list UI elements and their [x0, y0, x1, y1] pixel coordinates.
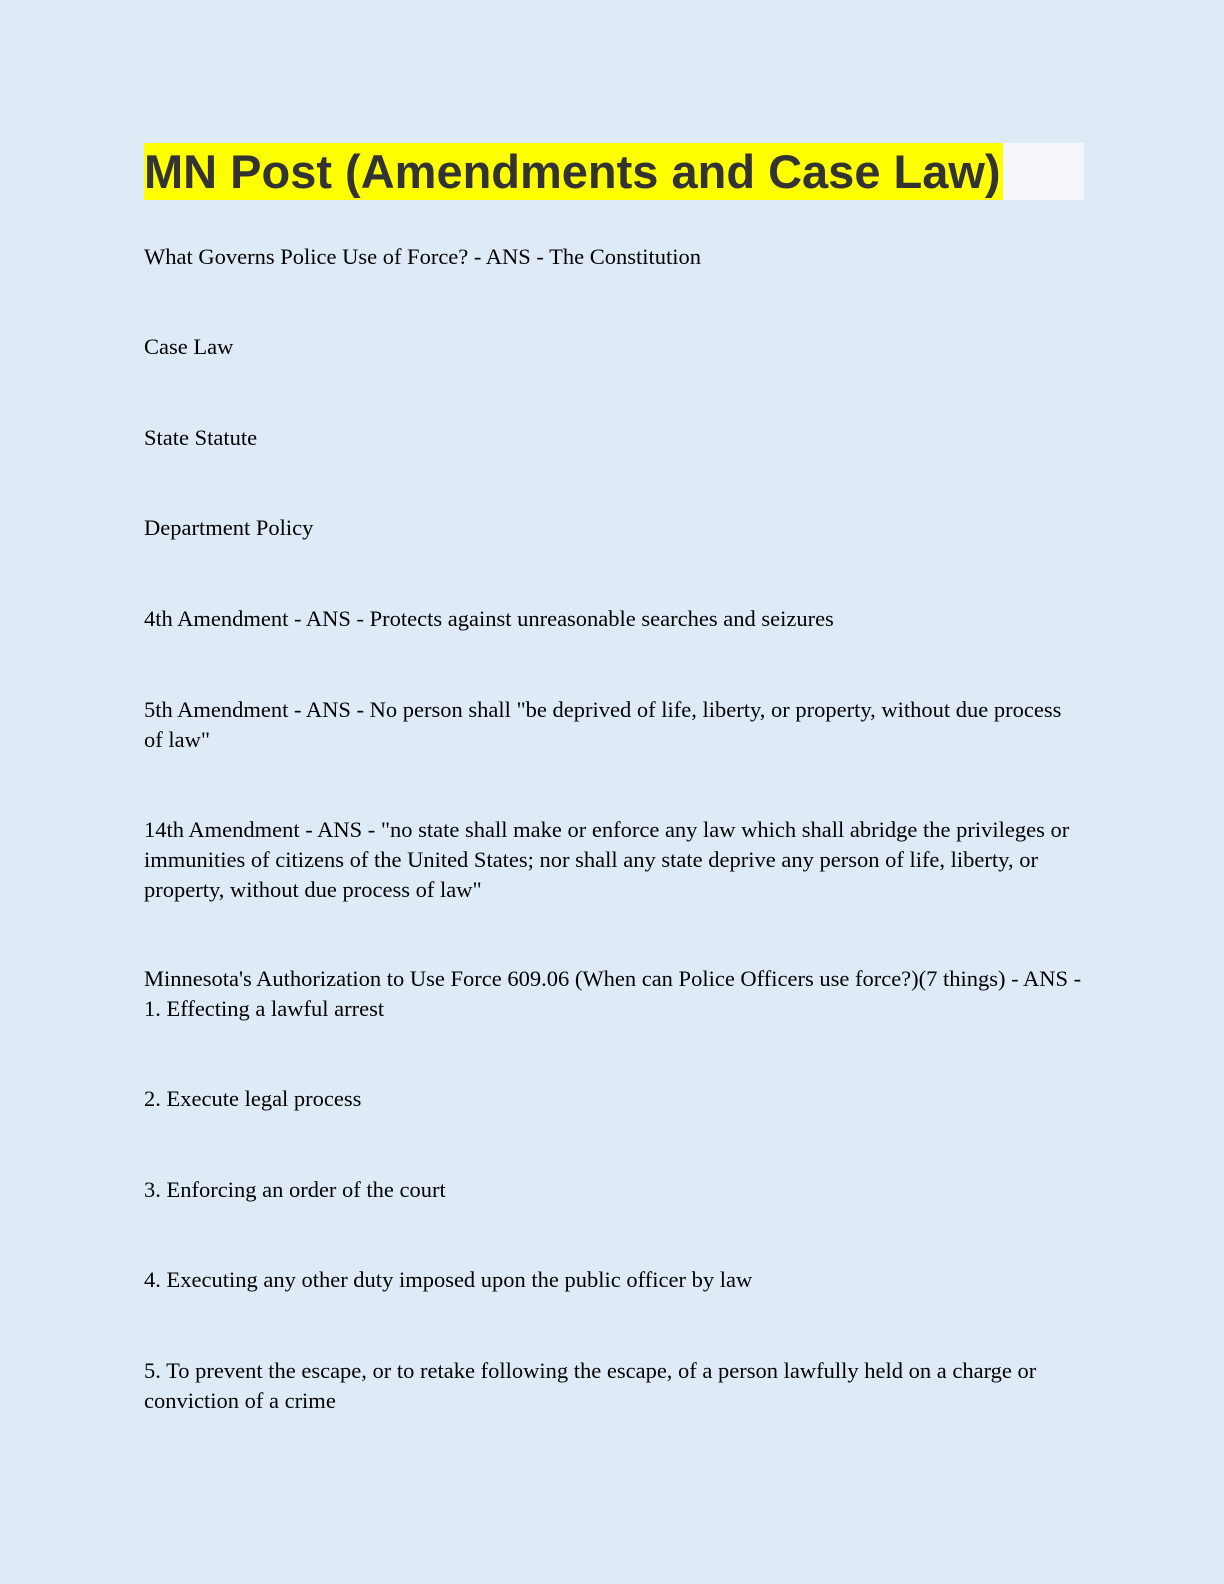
entry-state-statute: State Statute: [144, 425, 258, 450]
entry-item-5: 5. To prevent the escape, or to retake following the escape, of a person lawfully held on a charge or conviction of a crime: [144, 1358, 1037, 1413]
entry-item-3: 3. Enforcing an order of the court: [144, 1177, 446, 1202]
entry-14th-amendment: 14th Amendment - ANS - "no state shall make or enforce any law which shall abridge the privileges or immunities of citizens of the United States; nor shall any state deprive any person of life, liberty, or property, without due process of law": [144, 817, 1070, 902]
entry-item-4: 4. Executing any other duty imposed upon the public officer by law: [144, 1267, 753, 1292]
entry-4th-amendment: 4th Amendment - ANS - Protects against unreasonable searches and seizures: [144, 606, 834, 631]
entry-department-policy: Department Policy: [144, 515, 314, 540]
entry-item-2: 2. Execute legal process: [144, 1086, 362, 1111]
entry-governs-use-of-force: What Governs Police Use of Force? - ANS - The Constitution: [144, 244, 701, 269]
document-title: MN Post (Amendments and Case Law): [144, 145, 1001, 198]
entry-case-law: Case Law: [144, 334, 234, 359]
entry-5th-amendment: 5th Amendment - ANS - No person shall "be deprived of life, liberty, or property, without due process of law": [144, 697, 1062, 752]
entry-mn-authorization-609-06: Minnesota's Authorization to Use Force 609.06 (When can Police Officers use force?)(7 things) - ANS - 1. Effecting a lawful arrest: [144, 966, 1082, 1021]
